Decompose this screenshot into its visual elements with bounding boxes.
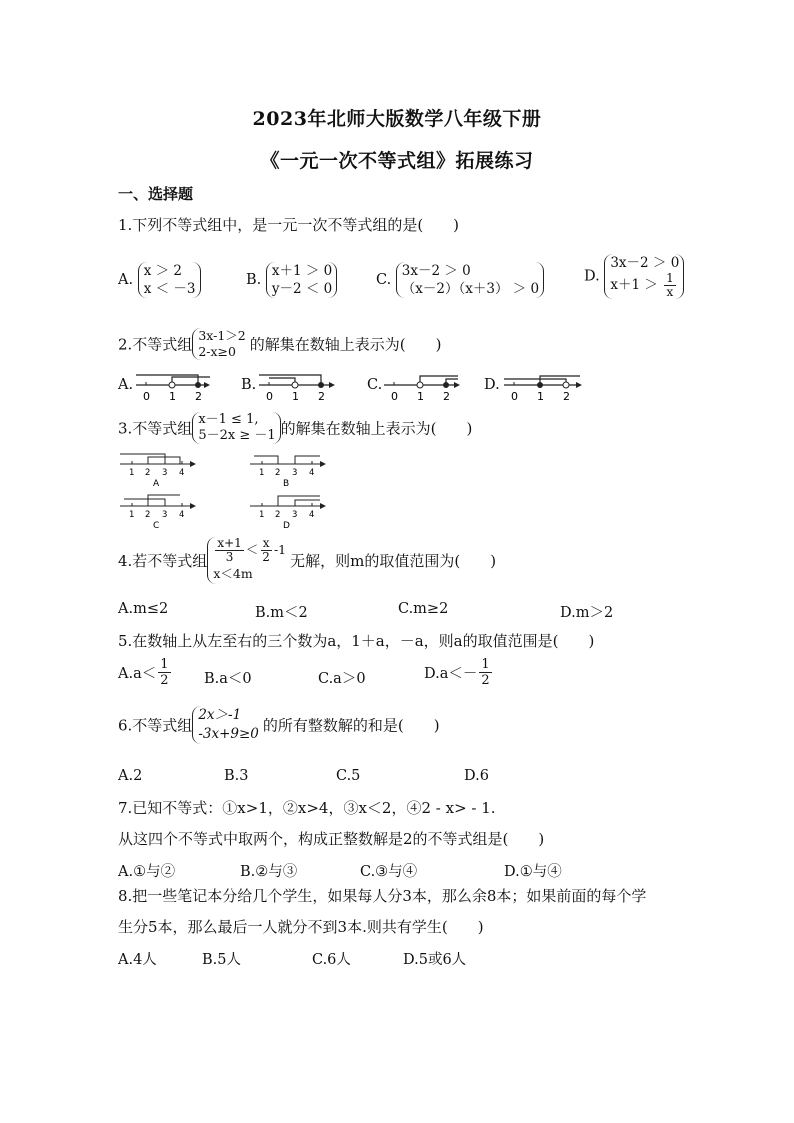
q3-axis-c[interactable] xyxy=(118,492,198,530)
svg-text:1: 1 xyxy=(169,390,176,403)
q3-options xyxy=(118,450,358,532)
q6-option-c[interactable]: C.5 xyxy=(336,768,361,784)
q2-options xyxy=(118,372,718,406)
q2-system: 3x-1＞2 2-x≥0 xyxy=(192,328,249,360)
q7-stem-line-2: 从这四个不等式中取两个，构成正整数解是2的不等式组是( ) xyxy=(118,830,545,848)
svg-text:0: 0 xyxy=(143,390,150,403)
q1-option-a[interactable]: A. x ＞ 2 x ＜ －3 xyxy=(118,262,201,298)
svg-text:2: 2 xyxy=(145,510,151,520)
q3-axis-a[interactable] xyxy=(118,450,198,488)
q4-option-c[interactable]: C.m≥2 xyxy=(398,601,449,617)
svg-text:1: 1 xyxy=(292,390,299,403)
q5-option-a[interactable]: A.a＜ $\frac{1}{2}$ xyxy=(118,657,169,688)
q2-axis-b xyxy=(257,372,337,404)
q6-system: 2x＞-1 -3x+9≥0 xyxy=(192,706,263,744)
q7-option-b[interactable]: B.②与③ xyxy=(240,864,298,880)
svg-text:2: 2 xyxy=(563,390,570,403)
q1-c-system: 3x－2 ＞ 0 （x－2）（x＋3） ＞ 0 xyxy=(396,262,544,298)
q8-stem-line-2: 生分5本，那么最后一人就分不到3本.则共有学生( ) xyxy=(118,918,484,936)
q8-options xyxy=(118,948,718,988)
q2-option-c-label[interactable]: C. xyxy=(367,377,383,393)
svg-text:2: 2 xyxy=(275,468,281,478)
q4-system: $\frac{x+1}{3}$ ＜ $\frac{x}{2}$ -1 x＜4m xyxy=(207,537,290,584)
q1-options xyxy=(118,255,718,302)
q2-option-b-label[interactable]: B. xyxy=(241,377,257,393)
q2-axis-d xyxy=(502,372,584,404)
q2-option-a-label[interactable]: A. xyxy=(118,377,134,393)
q2-option-d-label[interactable]: D. xyxy=(484,377,500,393)
q6-option-a[interactable]: A.2 xyxy=(118,768,143,784)
svg-text:2: 2 xyxy=(145,468,151,478)
svg-text:4: 4 xyxy=(309,510,315,520)
q4-stem: 4.若不等式组 $\frac{x+1}{3}$ ＜ $\frac{x}{2}$ -1 x＜4m 无解，则m的取值范围为( ) xyxy=(118,537,496,584)
q5-option-d[interactable]: D.a＜－ $\frac{1}{2}$ xyxy=(424,657,490,688)
svg-text:1: 1 xyxy=(259,468,265,478)
q7-option-a[interactable]: A.①与② xyxy=(118,864,176,880)
svg-text:C: C xyxy=(153,521,160,530)
svg-text:2: 2 xyxy=(195,390,202,403)
q8-option-d[interactable]: D.5或6人 xyxy=(403,952,467,968)
svg-text:1: 1 xyxy=(129,468,135,478)
q1-option-b[interactable]: B. x＋1 ＞ 0 y－2 ＜ 0 xyxy=(246,262,337,298)
q6-option-b[interactable]: B.3 xyxy=(224,768,249,784)
q3-axis-d[interactable] xyxy=(248,492,328,530)
svg-text:1: 1 xyxy=(537,390,544,403)
svg-text:3: 3 xyxy=(162,510,168,520)
q4-option-d[interactable]: D.m＞2 xyxy=(560,605,614,621)
q2-axis-a xyxy=(134,372,212,404)
svg-text:0: 0 xyxy=(511,390,518,403)
svg-text:4: 4 xyxy=(309,468,315,478)
q1-stem: 1.下列不等式组中，是一元一次不等式组的是( ) xyxy=(118,216,460,234)
q4-option-b[interactable]: B.m＜2 xyxy=(255,605,308,621)
q7-option-d[interactable]: D.①与④ xyxy=(504,864,562,880)
svg-text:2: 2 xyxy=(443,390,450,403)
q5-option-b[interactable]: B.a＜0 xyxy=(204,671,252,687)
title-line-1: 2023年北师大版数学八年级下册 xyxy=(252,108,542,130)
q5-options xyxy=(118,657,718,697)
svg-text:3: 3 xyxy=(162,468,168,478)
svg-text:3: 3 xyxy=(292,468,298,478)
q2-stem: 2.不等式组 3x-1＞2 2-x≥0 的解集在数轴上表示为( ) xyxy=(118,328,442,359)
q8-option-b[interactable]: B.5人 xyxy=(202,952,241,968)
q7-stem-line-1: 7.已知不等式：①x>1，②x>4，③x＜2，④2 - x> - 1. xyxy=(118,799,496,817)
q3-axis-b[interactable] xyxy=(248,450,328,488)
q8-option-c[interactable]: C.6人 xyxy=(312,952,351,968)
svg-text:4: 4 xyxy=(179,510,185,520)
q2-axis-c xyxy=(382,372,462,404)
q1-option-d[interactable]: D. 3x－2 ＞ 0 x＋1 ＞ $\frac{1}{x}$ xyxy=(584,254,684,299)
svg-text:A: A xyxy=(153,479,160,488)
q4-option-a[interactable]: A.m≤2 xyxy=(118,601,169,617)
section-heading: 一、选择题 xyxy=(118,185,194,203)
svg-text:1: 1 xyxy=(259,510,265,520)
q5-stem: 5.在数轴上从左至右的三个数为a，1＋a，－a，则a的取值范围是( ) xyxy=(118,632,595,650)
svg-text:1: 1 xyxy=(129,510,135,520)
svg-text:1: 1 xyxy=(417,390,424,403)
svg-text:B: B xyxy=(283,479,290,488)
svg-text:3: 3 xyxy=(292,510,298,520)
q1-d-fraction: $\frac{1}{x}$ xyxy=(666,271,674,299)
svg-text:0: 0 xyxy=(391,390,398,403)
svg-text:0: 0 xyxy=(266,390,273,403)
svg-text:2: 2 xyxy=(318,390,325,403)
svg-text:4: 4 xyxy=(179,468,185,478)
q6-option-d[interactable]: D.6 xyxy=(464,768,489,784)
q7-option-c[interactable]: C.③与④ xyxy=(360,864,418,880)
title-line-2: 《一元一次不等式组》拓展练习 xyxy=(260,150,534,172)
svg-text:D: D xyxy=(283,521,290,530)
q1-d-system: 3x－2 ＞ 0 x＋1 ＞ $\frac{1}{x}$ xyxy=(604,254,684,299)
q8-option-a[interactable]: A.4人 xyxy=(118,952,157,968)
q3-stem: 3.不等式组 x－1 ≤ 1, 5－2x ≥ －1 的解集在数轴上表示为( ) xyxy=(118,412,473,443)
q3-system: x－1 ≤ 1, 5－2x ≥ －1 xyxy=(192,412,280,444)
q8-stem-line-1: 8.把一些笔记本分给几个学生，如果每人分3本，那么余8本；如果前面的每个学 xyxy=(118,887,647,905)
svg-text:2: 2 xyxy=(275,510,281,520)
q1-option-c[interactable]: C. 3x－2 ＞ 0 （x－2）（x＋3） ＞ 0 xyxy=(376,262,544,298)
q6-stem: 6.不等式组 2x＞-1 -3x+9≥0 的所有整数解的和是( ) xyxy=(118,707,440,742)
q5-option-c[interactable]: C.a＞0 xyxy=(318,671,366,687)
q1-a-system: x ＞ 2 x ＜ －3 xyxy=(138,262,201,298)
q1-b-system: x＋1 ＞ 0 y－2 ＜ 0 xyxy=(266,262,337,298)
